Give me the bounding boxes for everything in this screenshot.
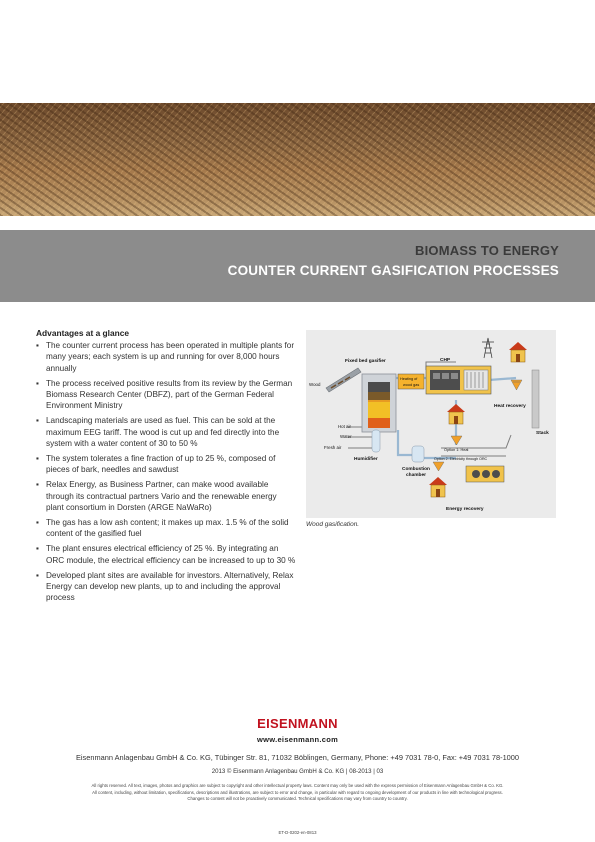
rights-line: All content, including, without limitation, specifications, descriptions and illustrations, are subject to error and change, in particular with regard to ongoing development of our products in line with technological progress.: [92, 789, 503, 795]
list-item-text: Relax Energy, as Business Partner, can make wood available through its contractual partners Vario and the renewable energy plant consortium in Dorsten (ARGE NaWaRo): [46, 480, 277, 512]
house-icon: [447, 404, 465, 424]
bullet-icon: ▪: [36, 480, 39, 490]
bullet-icon: ▪: [36, 416, 39, 426]
orc-unit-icon: [466, 466, 504, 482]
bullet-icon: ▪: [36, 544, 39, 554]
list-item-text: The process received positive results from its review by the German Biomass Research Center (DBFZ), part of the German Federal Environment Ministry: [46, 378, 293, 411]
diagram-caption: Wood gasification.: [306, 521, 360, 528]
label-option-heat: Option 1: Heat: [444, 448, 469, 452]
advantages-section: [36, 328, 296, 607]
bullet-icon: ▪: [36, 378, 39, 388]
list-item: [36, 453, 296, 475]
list-item-text: The system tolerates a fine fraction of up to 25 %, composed of pieces of bark, needles and sawdust: [46, 454, 276, 475]
label-water: Water: [340, 434, 352, 439]
list-item: [36, 340, 296, 374]
list-item-text: The gas has a low ash content; it makes up max. 1.5 % of the solid content of the gasified fuel: [46, 518, 289, 539]
list-item: [36, 543, 296, 565]
heat-exchanger-icon: [451, 436, 462, 445]
document-id: ET-D-0202-en-0813: [278, 830, 317, 835]
list-item: [36, 415, 296, 449]
label-energy-recovery: Energy recovery: [446, 507, 484, 512]
diagram-svg: [306, 330, 556, 518]
conveyor-icon: [326, 368, 361, 392]
rights-line: All rights reserved. All text, images, photos and graphics are subject to copyright and other intellectual property laws. Content may only be used with the express permission of Eisenmann Anlagenbau GmbH & Co. KG.: [91, 783, 504, 788]
chp-engine-icon: [426, 366, 491, 394]
advantages-list: [36, 340, 296, 603]
list-item: [36, 517, 296, 539]
bullet-icon: ▪: [36, 518, 39, 528]
label-chp: CHP: [440, 358, 451, 363]
rights-line: Changes to content will not be proactively communicated. Technical specifications may vary from country to country.: [187, 796, 408, 801]
title-band: [0, 230, 595, 302]
label-heating-of: Heating of: [400, 377, 418, 381]
bullet-icon: ▪: [36, 570, 39, 580]
label-heat-recovery: Heat recovery: [494, 404, 526, 409]
label-combustion: Combustion: [402, 467, 430, 472]
house-icon: [429, 477, 447, 497]
label-fixed-bed-gasifier: Fixed bed gasifier: [345, 359, 386, 364]
list-item-text: Landscaping materials are used as fuel. This can be sold at the maximum EEG tariff. The wood is cut up and fed directly into the system with a water content of 30 to 50 %: [46, 416, 280, 448]
company-address: Eisenmann Anlagenbau GmbH & Co. KG, Tübinger Str. 81, 71032 Böblingen, Germany, Phone: +49 7031 78-0, Fax: +49 7031 78-1000: [75, 753, 520, 762]
eisenmann-logo: EISENMANN: [257, 716, 338, 731]
label-wood-gas: wood gas: [403, 383, 420, 387]
label-stack: Stack: [536, 431, 549, 436]
heat-exchanger-icon: [433, 462, 444, 471]
list-item: [36, 570, 296, 604]
bullet-icon: ▪: [36, 341, 39, 351]
list-item: [36, 479, 296, 513]
label-humidifier: Humidifier: [354, 457, 378, 462]
label-chamber: chamber: [406, 473, 426, 478]
copyright-line: 2013 © Eisenmann Anlagenbau GmbH & Co. KG | 08-2013 | 03: [211, 768, 384, 775]
list-item-text: Developed plant sites are available for investors. Alternatively, Relax Energy can develop new plants, up to and including the approval process: [46, 570, 294, 603]
stack-icon: [532, 370, 539, 428]
list-item-text: The counter current process has been operated in multiple plants for many years; each system is up and running for over 8,000 hours annually: [46, 341, 295, 373]
page-title: BIOMASS TO ENERGY: [414, 243, 559, 258]
power-pylon-icon: [482, 338, 494, 358]
list-item: [36, 378, 296, 412]
list-item-text: The plant ensures electrical efficiency of 25 %. By integrating an ORC module, the electrical efficiency can be increased to up to 30 %: [46, 544, 296, 565]
combustion-chamber-icon: [412, 446, 424, 462]
label-option-orc: Option 2: Electricity through ORC: [434, 457, 488, 461]
label-fresh-air: Fresh air: [324, 445, 342, 450]
heat-exchanger-icon: [511, 380, 522, 390]
advantages-heading: Advantages at a glance: [36, 328, 130, 338]
wood-gasification-diagram: [306, 330, 556, 518]
bullet-icon: ▪: [36, 454, 39, 464]
gasifier-icon: [362, 374, 396, 432]
label-hot-air: Hot air: [338, 424, 351, 429]
label-wood: Wood: [309, 382, 321, 387]
rights-notice: [0, 783, 595, 803]
website-link[interactable]: www.eisenmann.com: [256, 735, 339, 744]
humidifier-icon: [372, 430, 380, 452]
page-subtitle: COUNTER CURRENT GASIFICATION PROCESSES: [227, 263, 559, 278]
hero-wood-chips-image: [0, 103, 595, 216]
house-icon: [509, 342, 527, 362]
